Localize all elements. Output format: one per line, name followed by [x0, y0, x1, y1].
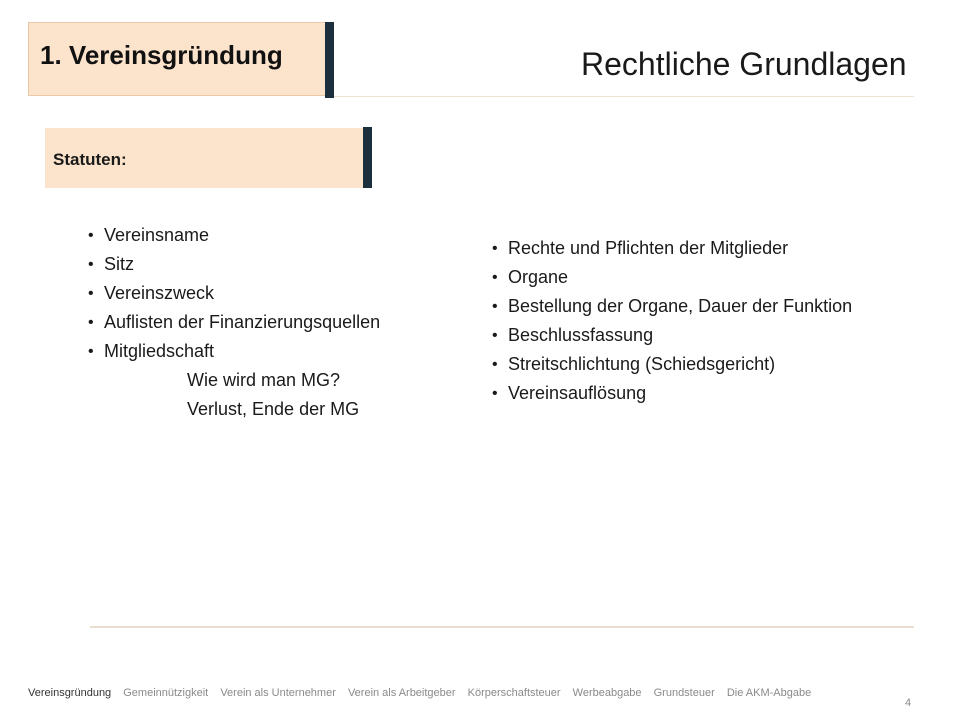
membership-subline: Verlust, Ende der MG — [187, 399, 360, 419]
list-item: • Vereinsname — [88, 221, 380, 250]
footer-nav-verein-als-arbeitgeber[interactable]: Verein als Arbeitgeber — [347, 687, 456, 699]
footer-nav-werbeabgabe[interactable]: Werbeabgabe — [572, 687, 642, 699]
footer-nav-gemeinnuetzigkeit[interactable]: Gemeinnützigkeit — [123, 687, 209, 699]
list-item: • Organe — [492, 263, 852, 292]
page-number: 4 — [905, 697, 912, 709]
footer-nav-verein-als-unternehmer[interactable]: Verein als Unternehmer — [220, 687, 336, 699]
bullet-icon: • — [492, 240, 498, 257]
section-header-accent-bar — [325, 22, 334, 98]
footer-navigation — [28, 687, 916, 699]
bullet-icon: • — [492, 385, 498, 402]
footer-nav-akm-abgabe[interactable]: Die AKM-Abgabe — [726, 687, 812, 699]
list-item: • Vereinszweck — [88, 279, 380, 308]
subsection-accent-bar — [363, 127, 372, 188]
list-item: • Rechte und Pflichten der Mitglieder — [492, 234, 852, 263]
bullet-icon: • — [492, 356, 498, 373]
footer-nav-vereinsgruendung[interactable]: Vereinsgründung — [28, 687, 112, 699]
list-item: • Sitz — [88, 250, 380, 279]
list-item: • Streitschlichtung (Schiedsgericht) — [492, 350, 852, 379]
subsection-title: Statuten: — [53, 150, 127, 169]
footer-nav-koerperschaftsteuer[interactable]: Körperschaftsteuer — [467, 687, 561, 699]
bullet-icon: • — [88, 227, 94, 244]
footer-nav-grundsteuer[interactable]: Grundsteuer — [653, 687, 715, 699]
statuten-list-right — [492, 234, 852, 408]
bullet-icon: • — [492, 298, 498, 315]
bullet-icon: • — [88, 343, 94, 360]
statuten-list-left — [88, 221, 380, 366]
list-item: • Bestellung der Organe, Dauer der Funktion — [492, 292, 852, 321]
footer-divider — [90, 626, 914, 628]
page-title: Rechtliche Grundlagen — [581, 46, 907, 82]
bullet-icon: • — [88, 314, 94, 331]
bullet-icon: • — [88, 285, 94, 302]
list-item: • Mitgliedschaft — [88, 337, 380, 366]
list-item: • Vereinsauflösung — [492, 379, 852, 408]
bullet-icon: • — [492, 327, 498, 344]
section-title: 1. Vereinsgründung — [40, 40, 283, 70]
bullet-icon: • — [88, 256, 94, 273]
membership-subline: Wie wird man MG? — [187, 370, 341, 390]
header-divider — [334, 96, 914, 97]
list-item: • Beschlussfassung — [492, 321, 852, 350]
bullet-icon: • — [492, 269, 498, 286]
list-item: • Auflisten der Finanzierungsquellen — [88, 308, 380, 337]
